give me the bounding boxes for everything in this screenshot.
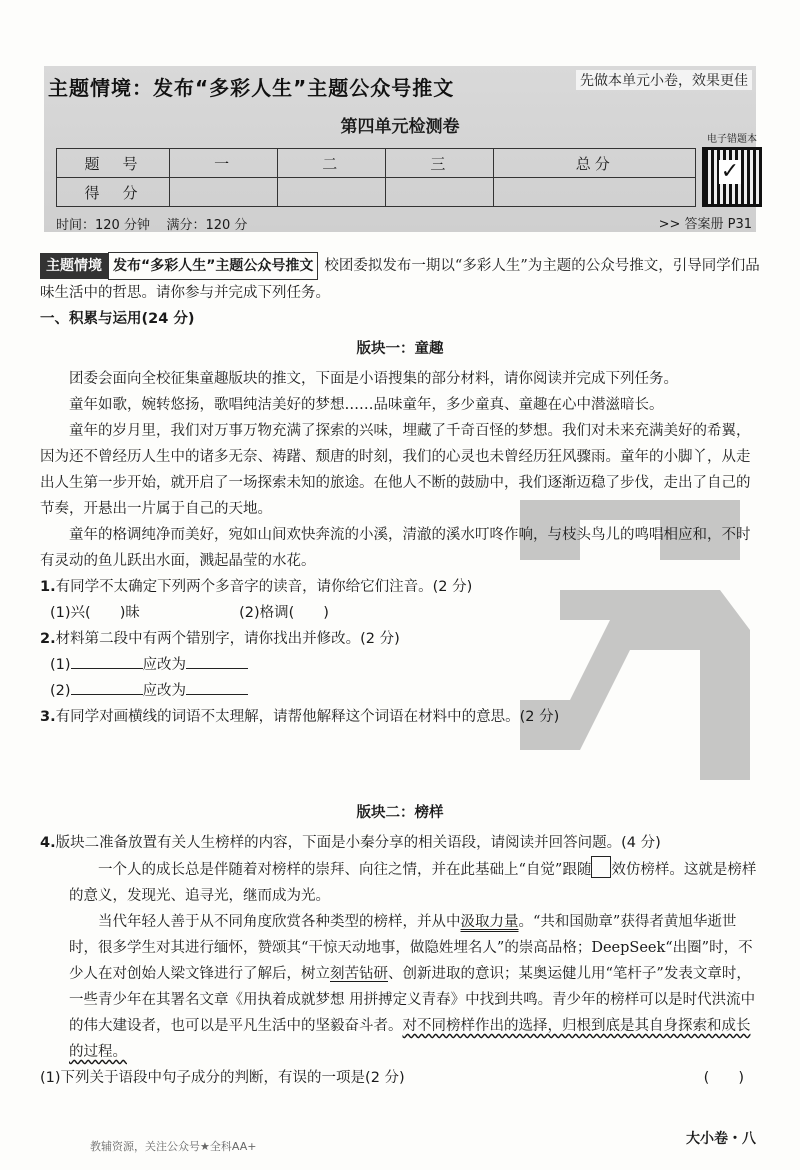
passage-paragraph-1 xyxy=(40,856,760,909)
passage-text: 当代年轻人善于从不同角度欣赏各种类型的榜样，并从中 xyxy=(98,914,461,930)
score-table xyxy=(56,148,696,207)
qr-code-icon[interactable] xyxy=(702,147,762,207)
material-paragraph-3: 童年的格调纯净而美好，宛如山间欢快奔流的小溪，清澈的溪水叮咚作响，与枝头鸟儿的鸣唱相应和，不时有灵动的鱼儿跃出水面，溅起晶莹的水花。 xyxy=(40,527,751,569)
question-number: 4. xyxy=(40,835,56,851)
qr-label: 电子错题本 xyxy=(707,134,757,145)
answer-blank[interactable] xyxy=(71,678,143,695)
intro-text: 校团委拟发布一期以“多彩人生”为主题的公众号推文，引导同学们品味生活中的哲思。请你参与并完成下列任务。 xyxy=(40,258,760,301)
answer-1b[interactable]: (2)格调( ) xyxy=(239,605,329,621)
full-score: 满分：120 分 xyxy=(166,218,248,233)
score-input-cell[interactable] xyxy=(494,178,696,207)
answer-label: 应改为 xyxy=(142,683,187,699)
main-content xyxy=(40,252,760,1091)
block1-intro: 团委会面向全校征集童趣版块的推文，下面是小语搜集的部分材料，请你阅读并完成下列任务。 xyxy=(69,371,678,387)
question-text: 有同学对画横线的词语不太理解，请帮他解释这个词语在材料中的意思。(2 分) xyxy=(55,709,560,725)
question-1 xyxy=(40,574,760,600)
answer-label: (1) xyxy=(50,657,71,673)
question-3 xyxy=(40,704,760,730)
footer-note: 教辅资源，关注公众号★全科AA+ xyxy=(90,1140,257,1153)
passage-text: 一个人的成长总是伴随着对榜样的崇拜、向往之情，并在此基础上“自觉”跟随 xyxy=(98,862,592,878)
answer-label: (2) xyxy=(50,683,71,699)
question-number: 3. xyxy=(40,709,56,725)
score-input-cell[interactable] xyxy=(170,178,278,207)
answer-blank[interactable] xyxy=(186,678,248,695)
topic-tag: 主题情境 xyxy=(40,253,108,279)
material-paragraph-2: 童年的岁月里，我们对万事万物充满了探索的兴味，埋藏了千奇百怪的梦想。我们对未来充满美好的希翼，因为还不曾经历人生中的诸多无奈、祷躇、颓唐的时刻，我们的心灵也未曾经历狂风骤雨。童年的小脚丫，从走出人生第一步开始，就开启了一场探索未知的旅途。在他人不断的鼓励中，我们逐渐迈稳了步伐，走出了自己的节奏，开悬出一片属于自己的天地。 xyxy=(40,423,751,517)
underlined-phrase: 汲取力量 xyxy=(460,914,519,930)
table-cell: 三 xyxy=(386,149,494,178)
question-text: 版块二准备放置有关人生榜样的内容，下面是小秦分享的相关语段，请阅读并回答问题。(4 分) xyxy=(55,835,661,851)
time-limit: 时间：120 分钟 xyxy=(56,218,150,233)
block2-title: 版块二：榜样 xyxy=(356,805,444,821)
score-input-cell[interactable] xyxy=(278,178,386,207)
table-cell: 题 号 xyxy=(57,149,170,178)
underlined-phrase: 刻苦钻研 xyxy=(330,966,388,982)
question-2-answer-2 xyxy=(40,678,760,704)
material-paragraph-1: 童年如歌，婉转悠扬，歌唱纯洁美好的梦想……品味童年，多少童真、童趣在心中潜滋暗长。 xyxy=(69,397,664,413)
answer-paren[interactable]: ( ) xyxy=(703,1070,744,1086)
section-title: 一、积累与运用(24 分) xyxy=(40,311,195,327)
question-1-answers xyxy=(40,600,760,626)
passage-text: 、创新进取的意识；某奥运健儿用“笔杆子”发表文章时，一些青少年在其署名文章《用执着成就梦想 用拼搏定义青春》中找到共鸣。青少年的榜样可以是时代洪流中的伟大建设者，也可以是平凡生活中的坚毅奋斗者。 xyxy=(69,966,756,1034)
answer-label: 应改为 xyxy=(142,657,187,673)
answer-1a[interactable]: (1)兴( )昧 xyxy=(50,605,140,621)
passage-text: 效仿榜样。这就是榜样的意义，发现光、追寻光，继而成为光。 xyxy=(69,862,757,904)
score-table-header-row xyxy=(57,149,696,178)
passage-text: 。“共和国勋章”获得者黄旭华逝世时，很多学生对其进行缅怀，赞颂其“干惊天动地事，做隐姓埋名人”的崇高品格；DeepSeek“出圈”时，不少人在对创始人梁文锋进行了解后，树立 xyxy=(69,914,753,982)
table-cell: 二 xyxy=(278,149,386,178)
qr-block xyxy=(702,130,762,207)
question-2-answer-1 xyxy=(40,652,760,678)
hint-text: 先做本单元小卷，效果更佳 xyxy=(576,70,752,90)
answer-blank[interactable] xyxy=(186,652,248,669)
score-input-cell[interactable] xyxy=(386,178,494,207)
passage-paragraph-2 xyxy=(40,909,760,1065)
question-2 xyxy=(40,626,760,652)
question-text: 有同学不太确定下列两个多音字的读音，请你给它们注音。(2 分) xyxy=(55,579,473,595)
answer-reference: >> 答案册 P31 xyxy=(658,217,752,232)
score-table-score-row xyxy=(57,178,696,207)
topic-tag-title: 发布“多彩人生”主题公众号推文 xyxy=(108,252,318,280)
exam-title: 第四单元检测卷 xyxy=(340,117,460,137)
question-4 xyxy=(40,830,760,856)
table-cell: 得 分 xyxy=(57,178,170,207)
table-cell: 总分 xyxy=(494,149,696,178)
sub-question-1 xyxy=(40,1065,760,1091)
topic-heading: 主题情境：发布“多彩人生”主题公众号推文 xyxy=(48,76,455,100)
fill-box[interactable] xyxy=(591,856,611,878)
question-number: 1. xyxy=(40,579,56,595)
answer-blank[interactable] xyxy=(71,652,143,669)
question-text: 材料第二段中有两个错别字，请你找出并修改。(2 分) xyxy=(55,631,400,647)
table-cell: 一 xyxy=(170,149,278,178)
wavy-underlined-sentence: 对不同榜样作出的选择，归根到底是其自身探索和成长的过程。 xyxy=(69,1018,751,1060)
sub-question-text: (1)下列关于语段中句子成分的判断，有误的一项是(2 分) xyxy=(40,1070,405,1086)
block1-title: 版块一：童趣 xyxy=(356,341,444,357)
answer-space[interactable] xyxy=(40,730,760,796)
question-number: 2. xyxy=(40,631,56,647)
intro-paragraph xyxy=(40,252,760,306)
exam-meta xyxy=(56,214,247,233)
page-label: 大小卷・八 xyxy=(686,1131,756,1147)
